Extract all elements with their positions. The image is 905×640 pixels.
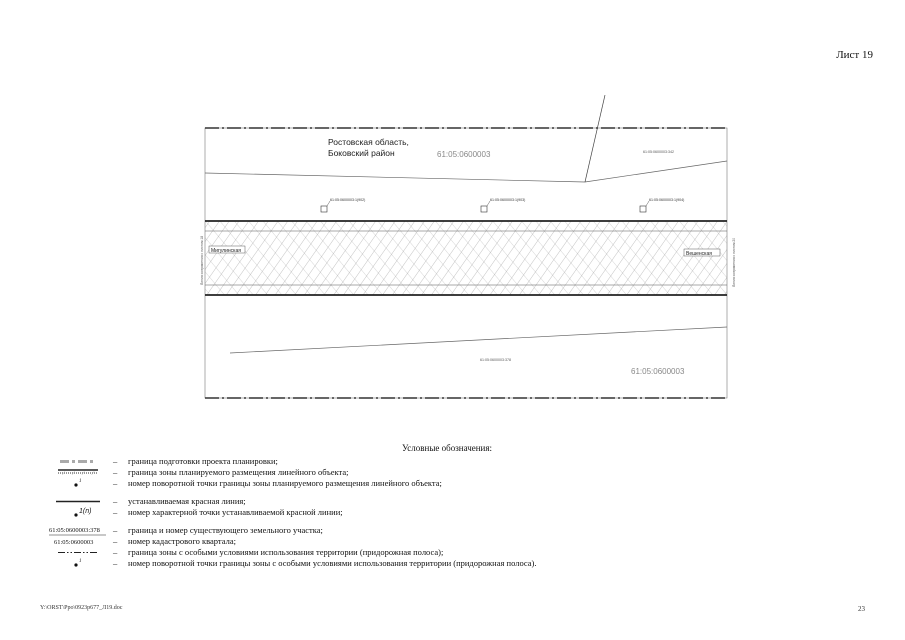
legend-item: – граница зоны планируемого размещения линейного объекта; (48, 467, 868, 478)
legend-item: 1 – номер поворотной точки границы зоны с особыми условиями использования территории (придорожная полоса). (48, 558, 868, 569)
red-line-symbol (48, 496, 108, 507)
svg-text:61:05:0600003: 61:05:0600003 (54, 539, 94, 546)
quarter-label-bottom: 61:05:0600003 (631, 367, 685, 376)
right-place-label: Вешенская (686, 251, 712, 257)
red-line-point-symbol (48, 507, 108, 518)
turning-point-symbol (48, 478, 108, 489)
point-label-2: 61:05:0600003:1(903) (490, 198, 526, 202)
legend (48, 456, 868, 569)
parcel-label-top-right: 61:05:0600003:342 (643, 150, 674, 154)
region-label-line2: Боковский район (328, 148, 395, 158)
planning-drawing (200, 95, 740, 405)
svg-text:61:05:0600003:378: 61:05:0600003:378 (49, 527, 100, 534)
region-label-line1: Ростовская область, (328, 137, 409, 147)
legend-item: – устанавливаемая красная линия; (48, 496, 868, 507)
file-path: Y:\ORST\Ppo\0923p677_Л19.doc (40, 605, 123, 611)
special-zone-symbol (48, 547, 108, 558)
point-label-1: 61:05:0600003:1(902) (330, 198, 366, 202)
right-vertical-label: Линия сопряжения с листом 20 (732, 237, 736, 287)
turning-point-1 (321, 198, 365, 212)
svg-text:1: 1 (79, 559, 82, 564)
legend-item: – граница подготовки проекта планировки; (48, 456, 868, 467)
left-vertical-label: Линия сопряжения с листом 18 (200, 235, 204, 285)
page-number: 23 (858, 605, 865, 613)
special-zone-point-symbol (48, 558, 108, 569)
sheet-number: Лист 19 (836, 49, 873, 61)
legend-item: 1 – номер поворотной точки границы зоны планируемого размещения линейного объекта; (48, 478, 868, 489)
legend-item: 61:05:0600003:378 – граница и номер существующего земельного участка; (49, 525, 323, 535)
left-place-label: Мигулинская (211, 248, 241, 254)
legend-item: – граница зоны с особыми условиями использования территории (придорожная полоса); (48, 547, 868, 558)
quarter-label-top: 61:05:0600003 (437, 150, 491, 159)
parcel-symbol (48, 525, 108, 536)
legend-item: 61:05:0600003 – номер кадастрового квартала; (48, 536, 868, 547)
upper-roadside-line (205, 161, 727, 182)
svg-text:1: 1 (79, 479, 82, 484)
lower-roadside-line (230, 327, 727, 353)
legend-item: 1(n) – номер характерной точки устанавливаемой красной линии; (48, 507, 868, 518)
legend-title: Условные обозначения: (402, 443, 493, 453)
project-boundary-symbol (48, 456, 108, 467)
point-label-3: 61:05:0600003:1(904) (649, 198, 685, 202)
parcel-label-bottom: 61:05:0600003:378 (480, 358, 511, 362)
linear-zone-symbol (48, 467, 108, 478)
svg-text:1(n): 1(n) (79, 508, 92, 515)
turning-point-3 (640, 198, 684, 212)
turning-point-2 (481, 198, 525, 212)
cadastral-quarter-symbol (48, 536, 108, 547)
diagonal-line (585, 95, 605, 182)
